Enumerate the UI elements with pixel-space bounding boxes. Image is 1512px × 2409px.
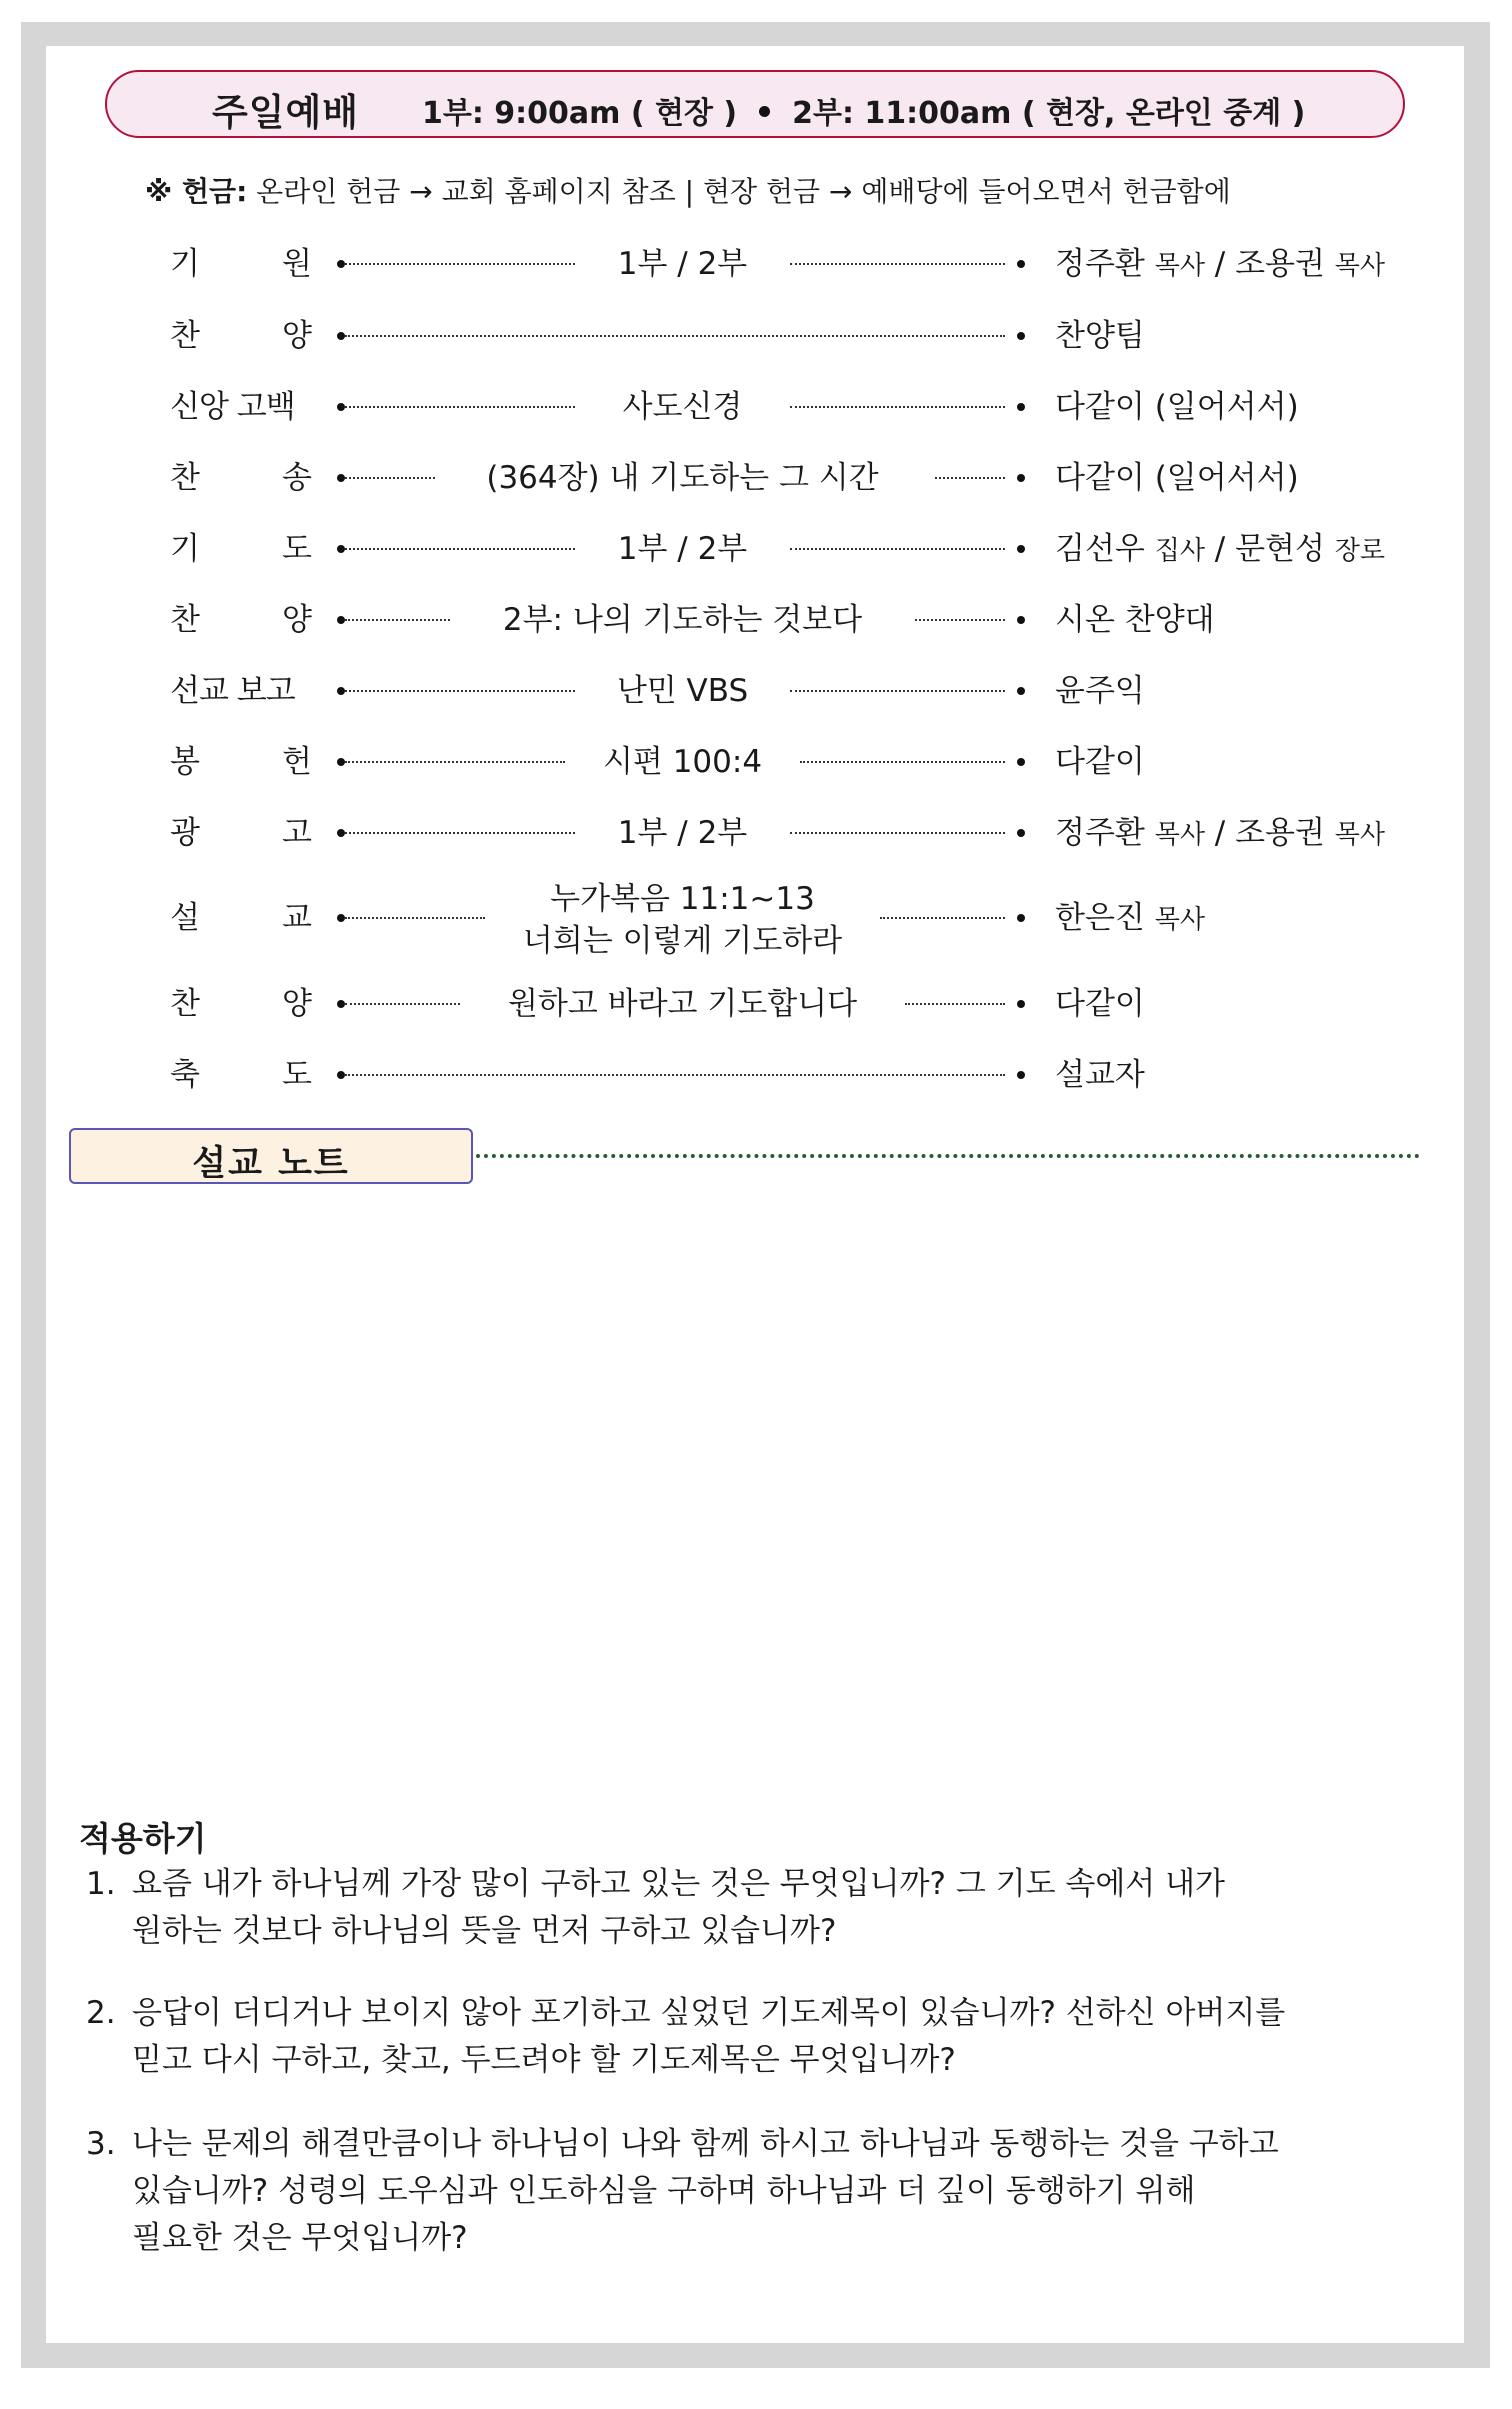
- worship-item-leader: [1055, 238, 1385, 283]
- offering-text: 온라인 헌금 → 교회 홈페이지 참조 | 현장 헌금 → 예배당에 들어오면서 헌금함에: [256, 175, 1231, 208]
- worship-item-label-part: 찬: [170, 460, 200, 496]
- worship-item-detail: [360, 381, 1005, 426]
- bullet-icon: [337, 829, 345, 837]
- worship-item-label: [170, 310, 312, 355]
- worship-row: [0, 310, 1512, 360]
- second-service-time: 2부: 11:00am ( 현장, 온라인 중계 ): [792, 96, 1306, 131]
- worship-item-leader: [1055, 807, 1385, 852]
- worship-item-detail-line: 시편 100:4: [602, 744, 763, 780]
- worship-row: [0, 736, 1512, 786]
- worship-item-detail: [360, 452, 1005, 497]
- leader-name: 정주환: [1055, 815, 1145, 851]
- worship-item-label-part: 광: [170, 815, 200, 851]
- leader-name: 정주환: [1055, 246, 1145, 282]
- worship-item-label: [170, 1049, 312, 1094]
- dotted-leader: [345, 335, 1005, 337]
- worship-item-label-part: 교: [282, 900, 312, 936]
- bullet-icon: [337, 260, 345, 268]
- worship-row: [0, 807, 1512, 857]
- worship-item-detail-line: (364장) 내 기도하는 그 시간: [486, 460, 879, 496]
- bullet-icon: [1017, 687, 1025, 695]
- worship-item-detail-line: 2부: 나의 기도하는 것보다: [502, 602, 863, 638]
- worship-item-label-part: 찬: [170, 986, 200, 1022]
- bullet-icon: [1017, 545, 1025, 553]
- worship-item-leader: [1055, 978, 1145, 1023]
- bullet-icon: [337, 1071, 345, 1079]
- worship-item-label-part: 설: [170, 900, 200, 936]
- leader-title: 목사: [1154, 251, 1205, 281]
- worship-item-label-part: 헌: [282, 744, 312, 780]
- worship-item-label-part: 양: [282, 602, 312, 638]
- worship-item-leader: [1055, 452, 1299, 497]
- offering-label: ※ 헌금:: [145, 175, 248, 208]
- worship-item-detail-line: 누가복음 11:1~13: [550, 881, 815, 917]
- bullet-icon: [337, 332, 345, 340]
- worship-item-detail-line: 1부 / 2부: [617, 815, 748, 851]
- question-text: [132, 2121, 1426, 2262]
- bullet-icon: [337, 914, 345, 922]
- bullet-icon: [337, 403, 345, 411]
- worship-item-detail: [360, 594, 1005, 639]
- bullet-icon: [1017, 403, 1025, 411]
- bullet-icon: [337, 545, 345, 553]
- leader-name: 다같이 (일어서서): [1055, 460, 1299, 496]
- bullet-icon: [1017, 914, 1025, 922]
- worship-item-label: [170, 381, 312, 426]
- worship-item-label-part: 양: [282, 986, 312, 1022]
- worship-item-detail-line: 너희는 이렇게 기도하라: [522, 923, 843, 959]
- leader-title: 장로: [1334, 536, 1386, 566]
- service-header: [105, 70, 1405, 138]
- worship-item-detail-line: 1부 / 2부: [617, 246, 748, 282]
- worship-item-leader: [1055, 736, 1145, 781]
- leader-title: 목사: [1154, 905, 1205, 935]
- worship-item-label-part: 원: [282, 246, 312, 282]
- bullet-icon: [759, 106, 770, 117]
- worship-item-label: [170, 892, 312, 937]
- bullet-icon: [337, 687, 345, 695]
- worship-item-detail: [360, 238, 1005, 283]
- bullet-icon: [337, 474, 345, 482]
- worship-item-label: [170, 736, 312, 781]
- worship-item-label-part: 봉: [170, 744, 200, 780]
- leader-title: 목사: [1154, 820, 1205, 850]
- worship-item-leader: [1055, 310, 1145, 355]
- worship-item-detail: [360, 807, 1005, 852]
- question-number: 1.: [86, 1866, 116, 1902]
- worship-item-label-part: 기: [170, 531, 200, 567]
- worship-row: [0, 238, 1512, 288]
- worship-item-label: [170, 978, 312, 1023]
- question-number: 2.: [86, 1995, 116, 2031]
- worship-item-detail-line: 사도신경: [622, 389, 743, 425]
- worship-item-leader: [1055, 665, 1145, 710]
- apply-title: 적용하기: [79, 1819, 207, 1858]
- apply-question: [86, 2121, 1426, 2262]
- worship-item-leader: [1055, 523, 1385, 568]
- worship-item-detail-line: 1부 / 2부: [617, 531, 748, 567]
- question-text: [132, 1990, 1426, 2084]
- worship-item-label-part: 신앙 고백: [170, 389, 295, 425]
- bullet-icon: [1017, 1000, 1025, 1008]
- bullet-icon: [1017, 829, 1025, 837]
- worship-item-detail-line: 난민 VBS: [616, 673, 749, 709]
- apply-question: [86, 1990, 1426, 2084]
- service-times: [422, 88, 1305, 132]
- leader-name: 김선우: [1055, 531, 1145, 567]
- leader-title: 목사: [1334, 820, 1386, 850]
- worship-row: [0, 594, 1512, 644]
- worship-item-label: [170, 807, 312, 852]
- worship-item-label: [170, 452, 312, 497]
- leader-name: 다같이 (일어서서): [1055, 389, 1299, 425]
- leader-name: 찬양팀: [1055, 318, 1145, 354]
- worship-item-label-part: 도: [282, 1057, 312, 1093]
- worship-row: [0, 381, 1512, 431]
- bullet-icon: [1017, 332, 1025, 340]
- worship-item-label: [170, 238, 312, 283]
- leader-name: 시온 찬양대: [1055, 602, 1215, 638]
- worship-item-label-part: 도: [282, 531, 312, 567]
- offering-note: [145, 170, 1231, 210]
- worship-item-label-part: 양: [282, 318, 312, 354]
- worship-item-detail-line: 원하고 바라고 기도합니다: [507, 986, 858, 1022]
- sermon-note-label: 설교 노트: [192, 1144, 350, 1184]
- leader-name: 윤주익: [1055, 673, 1145, 709]
- dotted-leader: [345, 1074, 1005, 1076]
- worship-item-detail: [360, 878, 1005, 962]
- question-line: 나는 문제의 해결만큼이나 하나님이 나와 함께 하시고 하나님과 동행하는 것을 구하고: [132, 2126, 1279, 2162]
- worship-item-leader: [1055, 892, 1205, 937]
- leader-name: 다같이: [1055, 744, 1145, 780]
- worship-item-detail: [360, 523, 1005, 568]
- apply-question: [86, 1861, 1426, 1955]
- leader-name: / 조용권: [1204, 815, 1325, 851]
- worship-item-label: [170, 665, 312, 710]
- question-line: 믿고 다시 구하고, 찾고, 두드려야 할 기도제목은 무엇입니까?: [132, 2042, 956, 2078]
- worship-item-detail: [360, 978, 1005, 1023]
- question-number: 3.: [86, 2126, 116, 2162]
- bullet-icon: [1017, 758, 1025, 766]
- worship-item-label: [170, 523, 312, 568]
- bullet-icon: [337, 1000, 345, 1008]
- worship-row: [0, 978, 1512, 1028]
- question-line: 요즘 내가 하나님께 가장 많이 구하고 있는 것은 무엇입니까? 그 기도 속에서 내가: [132, 1866, 1225, 1902]
- worship-item-label-part: 송: [282, 460, 312, 496]
- worship-item-leader: [1055, 1049, 1145, 1094]
- question-line: 원하는 것보다 하나님의 뜻을 먼저 구하고 있습니까?: [132, 1913, 837, 1949]
- worship-item-label-part: 찬: [170, 602, 200, 638]
- worship-item-leader: [1055, 594, 1215, 639]
- question-line: 있습니까? 성령의 도우심과 인도하심을 구하며 하나님과 더 깊이 동행하기 위해: [132, 2173, 1196, 2209]
- worship-item-leader: [1055, 381, 1299, 426]
- worship-row: [0, 1049, 1512, 1099]
- worship-row: [0, 452, 1512, 502]
- leader-title: 목사: [1334, 251, 1386, 281]
- worship-item-detail: [360, 665, 1005, 710]
- first-service-time: 1부: 9:00am ( 현장 ): [422, 96, 738, 131]
- question-line: 필요한 것은 무엇입니까?: [132, 2220, 468, 2256]
- leader-name: 다같이: [1055, 986, 1145, 1022]
- question-text: [132, 1861, 1426, 1955]
- leader-name: 설교자: [1055, 1057, 1145, 1093]
- leader-title: 집사: [1154, 536, 1205, 566]
- worship-item-label-part: 고: [282, 815, 312, 851]
- question-line: 응답이 더디거나 보이지 않아 포기하고 싶었던 기도제목이 있습니까? 선하신 아버지를: [132, 1995, 1286, 2031]
- worship-item-label-part: 찬: [170, 318, 200, 354]
- leader-name: / 조용권: [1204, 246, 1325, 282]
- worship-item-label-part: 축: [170, 1057, 200, 1093]
- worship-row: [0, 665, 1512, 715]
- worship-item-label-part: 선교 보고: [170, 673, 295, 709]
- leader-name: 한은진: [1055, 900, 1145, 936]
- service-title: 주일예배: [212, 91, 359, 134]
- worship-item-detail: [360, 736, 1005, 781]
- sermon-note-divider: [476, 1154, 1420, 1158]
- bullet-icon: [337, 616, 345, 624]
- worship-row: [0, 881, 1512, 959]
- bullet-icon: [1017, 474, 1025, 482]
- bullet-icon: [1017, 260, 1025, 268]
- worship-item-label-part: 기: [170, 246, 200, 282]
- sermon-note-tab: [69, 1128, 473, 1184]
- worship-row: [0, 523, 1512, 573]
- bullet-icon: [1017, 616, 1025, 624]
- worship-item-label: [170, 594, 312, 639]
- bullet-icon: [337, 758, 345, 766]
- bullet-icon: [1017, 1071, 1025, 1079]
- leader-name: / 문현성: [1204, 531, 1325, 567]
